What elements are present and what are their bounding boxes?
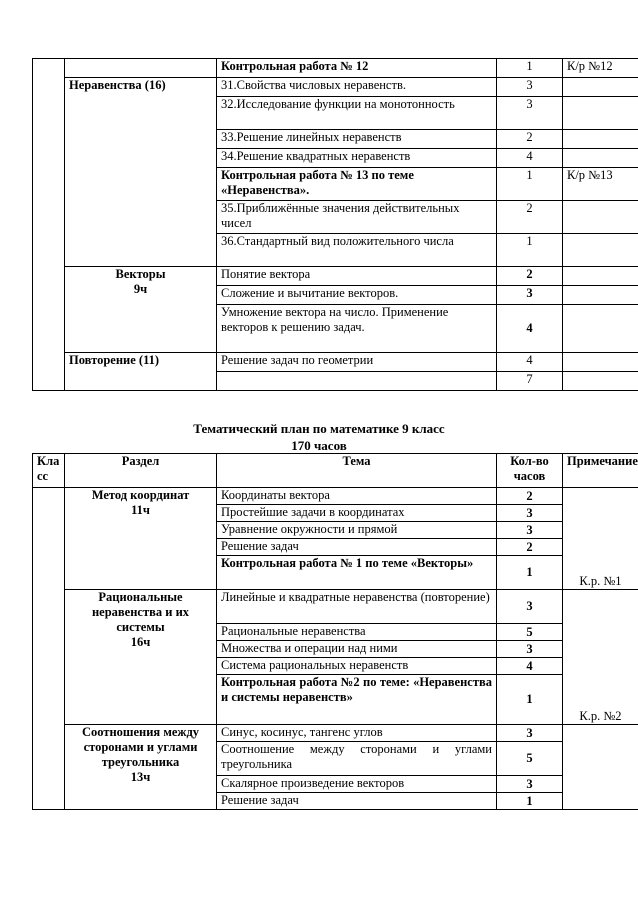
hours-cell: 1: [497, 675, 563, 725]
table-row: [33, 353, 638, 372]
section-hours: 16ч: [130, 635, 151, 649]
hours-cell: 5: [497, 624, 563, 641]
note-cell: [563, 201, 638, 234]
section-name: Соотношения между сторонами и углами треугольника: [81, 725, 200, 769]
topic-cell: Рациональные неравенства: [217, 624, 497, 641]
hours-cell: 3: [497, 776, 563, 793]
topic-cell: Система рациональных неравенств: [217, 658, 497, 675]
section-name: Метод координат: [91, 488, 190, 502]
topic-cell: Контрольная работа № 12: [217, 59, 497, 78]
hours-cell: 3: [497, 97, 563, 130]
topic-cell: Понятие вектора: [217, 267, 497, 286]
hours-cell: 4: [497, 149, 563, 168]
topic-cell: Скалярное произведение векторов: [217, 776, 497, 793]
section-hours: 9ч: [133, 282, 148, 296]
topic-cell: 32.Исследование функции на монотонность: [217, 97, 497, 130]
topic-cell: Сложение и вычитание векторов.: [217, 286, 497, 305]
topic-cell: 36.Стандартный вид положительного числа: [217, 234, 497, 267]
topic-cell: [217, 372, 497, 391]
topic-cell: Контрольная работа № 13 по теме «Неравенства».: [217, 168, 497, 201]
section-cell: [65, 267, 217, 353]
hours-cell: 3: [497, 725, 563, 742]
plan-table-9: [32, 453, 638, 810]
note-cell: [563, 353, 638, 372]
header-topic: Тема: [217, 454, 497, 488]
topic-cell: Множества и операции над ними: [217, 641, 497, 658]
note-cell: [563, 97, 638, 130]
note-cell: К.р. №1: [563, 488, 638, 590]
topic-cell: Решение задач: [217, 793, 497, 810]
section-hours: 13ч: [130, 770, 151, 784]
hours-cell: 3: [497, 590, 563, 624]
hours-cell: 2: [497, 488, 563, 505]
header-class: Класс: [33, 454, 65, 488]
note-cell: [563, 234, 638, 267]
class-cell: [33, 488, 65, 810]
table-row: [33, 267, 638, 286]
note-cell: [563, 372, 638, 391]
hours-cell: 1: [497, 168, 563, 201]
section-cell: Повторение (11): [65, 353, 217, 391]
topic-cell: Уравнение окружности и прямой: [217, 522, 497, 539]
section-cell: [65, 59, 217, 78]
note-cell: К/р №12: [563, 59, 638, 78]
hours-cell: 3: [497, 286, 563, 305]
header-note: Примечание: [563, 454, 638, 488]
section-hours: 11ч: [131, 503, 150, 517]
topic-cell: Контрольная работа №2 по теме: «Неравенства и системы неравенств»: [217, 675, 497, 725]
hours-cell: 3: [497, 641, 563, 658]
topic-cell: Координаты вектора: [217, 488, 497, 505]
note-cell: [563, 286, 638, 305]
table-row: [33, 590, 638, 624]
section-cell: Неравенства (16): [65, 78, 217, 267]
hours-cell: 1: [497, 793, 563, 810]
note-cell: [563, 149, 638, 168]
note-cell: [563, 78, 638, 97]
topic-cell: Линейные и квадратные неравенства (повторение): [217, 590, 497, 624]
table-row: [33, 725, 638, 742]
hours-cell: 3: [497, 505, 563, 522]
header-row: [33, 454, 638, 488]
note-cell: К.р. №2: [563, 590, 638, 725]
table-row: [33, 488, 638, 505]
hours-cell: 2: [497, 539, 563, 556]
topic-cell: Синус, косинус, тангенс углов: [217, 725, 497, 742]
hours-cell: 4: [497, 353, 563, 372]
section-cell: [65, 488, 217, 590]
hours-cell: 5: [497, 742, 563, 776]
note-cell: [563, 725, 638, 810]
topic-cell: 31.Свойства числовых неравенств.: [217, 78, 497, 97]
header-section: Раздел: [65, 454, 217, 488]
section-name: Рациональные неравенства и их системы: [91, 590, 190, 634]
note-cell: [563, 130, 638, 149]
topic-cell: Решение задач по геометрии: [217, 353, 497, 372]
plan-title-line2: 170 часов: [291, 438, 347, 453]
hours-cell: 3: [497, 78, 563, 97]
section-cell: [65, 590, 217, 725]
section-name: Векторы: [115, 267, 166, 281]
topic-cell: Простейшие задачи в координатах: [217, 505, 497, 522]
topic-cell: Решение задач: [217, 539, 497, 556]
table-row: [33, 59, 638, 78]
hours-cell: 4: [497, 305, 563, 353]
plan-title-line1: Тематический план по математике 9 класс: [193, 421, 445, 436]
hours-cell: 1: [497, 234, 563, 267]
topic-cell: Соотношение между сторонами и углами треугольника: [217, 742, 497, 776]
hours-cell: 1: [497, 556, 563, 590]
class-cell: [33, 59, 65, 391]
header-hours: Кол-во часов: [497, 454, 563, 488]
table-row: [33, 78, 638, 97]
section-cell: [65, 725, 217, 810]
plan-table-continued: [32, 58, 638, 391]
note-cell: [563, 267, 638, 286]
hours-cell: 2: [497, 130, 563, 149]
hours-cell: 4: [497, 658, 563, 675]
topic-cell: Умножение вектора на число. Применение векторов к решению задач.: [217, 305, 497, 353]
topic-cell: Контрольная работа № 1 по теме «Векторы»: [217, 556, 497, 590]
topic-cell: 34.Решение квадратных неравенств: [217, 149, 497, 168]
hours-cell: 7: [497, 372, 563, 391]
hours-cell: 3: [497, 522, 563, 539]
hours-cell: 2: [497, 201, 563, 234]
hours-cell: 1: [497, 59, 563, 78]
topic-cell: 33.Решение линейных неравенств: [217, 130, 497, 149]
note-cell: [563, 305, 638, 353]
plan-title: [0, 420, 638, 454]
note-cell: К/р №13: [563, 168, 638, 201]
topic-cell: 35.Приближённые значения действительных чисел: [217, 201, 497, 234]
hours-cell: 2: [497, 267, 563, 286]
